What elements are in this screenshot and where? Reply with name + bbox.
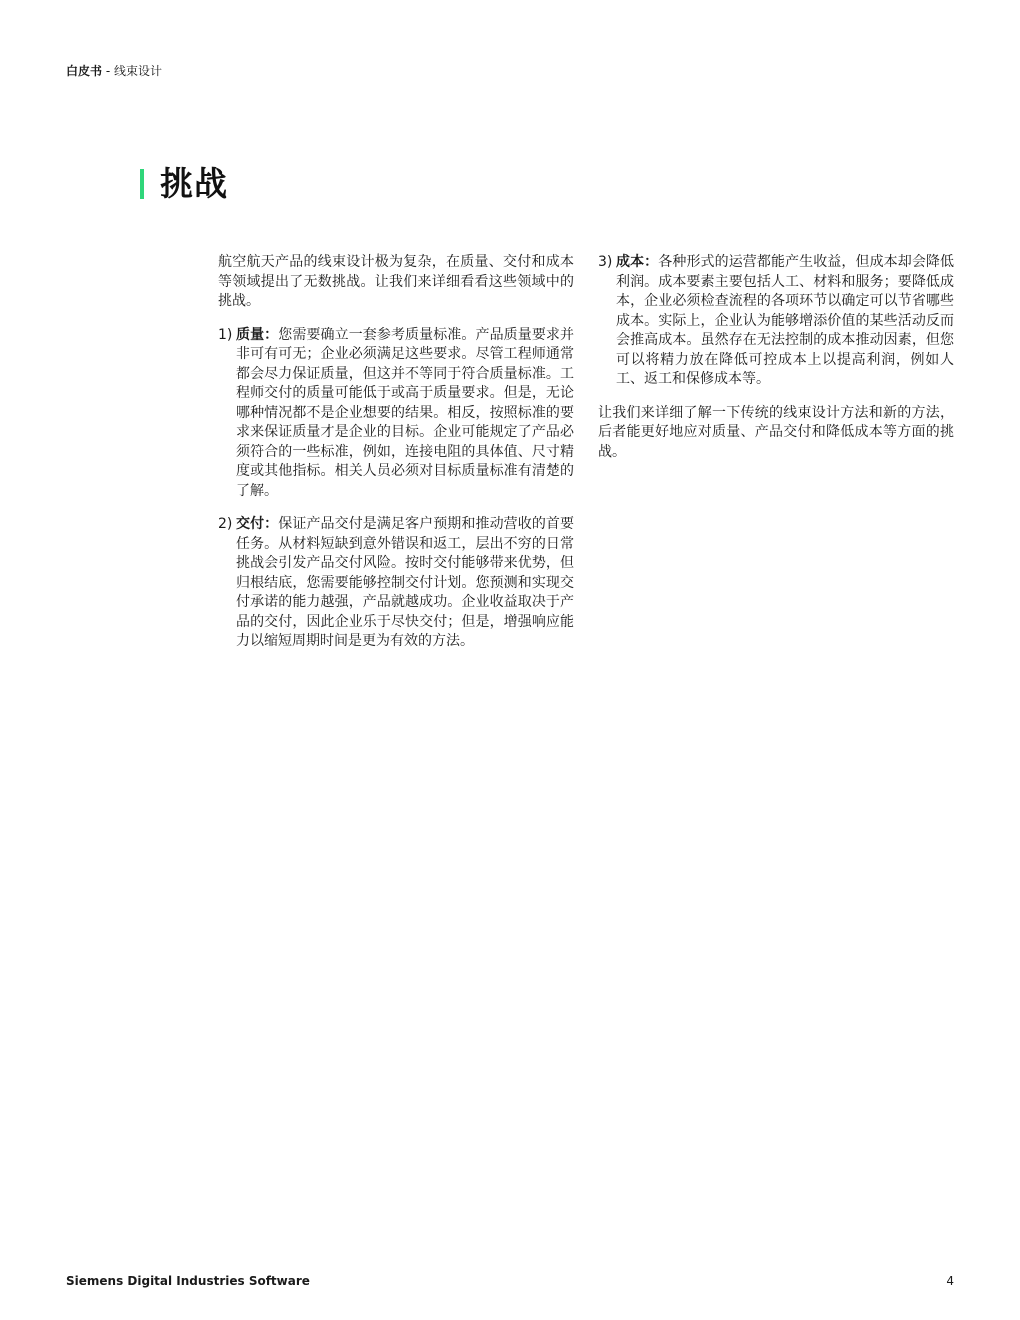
list-item-number: 2) <box>218 516 233 532</box>
section-heading <box>140 164 228 204</box>
list-item-number: 3) <box>598 254 613 270</box>
running-header <box>66 63 162 79</box>
list-item-number: 1) <box>218 326 233 343</box>
list-item-lead: 交付： <box>236 516 279 532</box>
right-column <box>598 253 954 476</box>
header-doc-type: 白皮书 <box>66 64 103 78</box>
list-item-delivery <box>218 515 574 652</box>
closing-paragraph: 让我们来详细了解一下传统的线束设计方法和新的方法，后者能更好地应对质量、产品交付和降低成本等方面的挑战。 <box>598 404 954 460</box>
list-item-body <box>236 515 574 652</box>
list-item-text: 您需要确立一套参考质量标准。产品质量要求并非可有可无；企业必须满足这些要求。尽管工程师通常都会尽力保证质量，但这并不等同于符合质量标准。工程师交付的质量可能低于或高于质量要求。但是，无论哪种情况都不是企业想要的结果。相反，按照标准的要求来保证质量才是企业的目标。企业可能规定了产品必须符合的一些标准，例如，连接电阻的具体值、尺寸精度或其他指标。相关人员必须对目标质量标准有清楚的了解。 <box>236 326 575 499</box>
list-item-text: 各种形式的运营都能产生收益，但成本却会降低利润。成本要素主要包括人工、材料和服务；要降低成本，企业必须检查流程的各项环节以确定可以节省哪些成本。实际上，企业认为能够增添价值的某些活动反而会推高成本。虽然存在无法控制的成本推动因素，但您可以将精力放在降低可控成本上以提高利润，例如人工、返工和保修成本等。 <box>616 254 955 387</box>
list-item-lead: 成本： <box>616 254 659 270</box>
left-column <box>218 253 574 666</box>
footer-company: Siemens Digital Industries Software <box>66 1274 310 1288</box>
intro-paragraph: 航空航天产品的线束设计极为复杂，在质量、交付和成本等领域提出了无数挑战。让我们来详细看看这些领域中的挑战。 <box>218 254 574 309</box>
header-separator: - <box>102 64 114 78</box>
accent-bar <box>140 169 144 199</box>
list-item-text: 保证产品交付是满足客户预期和推动营收的首要任务。从材料短缺到意外错误和返工，层出不穷的日常挑战会引发产品交付风险。按时交付能够带来优势，但归根结底，您需要能够控制交付计划。您预测和实现交付承诺的能力越强，产品就越成功。企业收益取决于产品的交付，因此企业乐于尽快交付；但是，增强响应能力以缩短周期时间是更为有效的方法。 <box>236 516 575 649</box>
section-title: 挑战 <box>160 164 228 203</box>
list-item-lead: 质量： <box>236 326 279 343</box>
list-item-quality <box>218 326 574 502</box>
page-number: 4 <box>946 1274 954 1288</box>
list-item-body <box>236 326 574 502</box>
list-item-cost <box>598 253 954 390</box>
list-item-body <box>616 253 954 390</box>
header-topic: 线束设计 <box>113 64 162 78</box>
